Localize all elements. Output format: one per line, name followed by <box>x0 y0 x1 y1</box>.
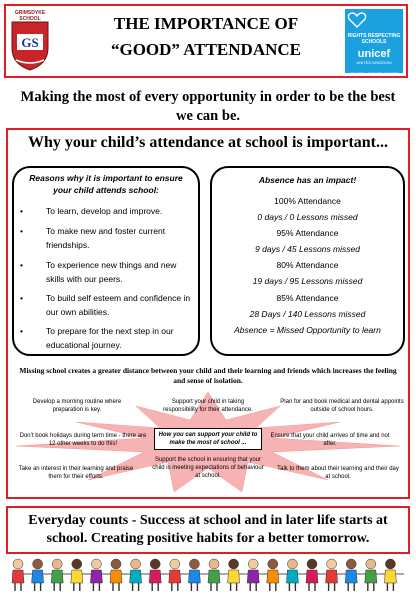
school-name <box>4 10 56 22</box>
page-title-line1: THE IMPORTANCE OF <box>113 14 299 33</box>
child-figure <box>130 559 142 591</box>
tip-arrive-on-time: Ensure that your child arrives of time and not after. <box>270 433 390 447</box>
child-figure <box>169 559 181 591</box>
reason-text: To make new and foster current friendships. <box>46 226 166 250</box>
badge-sub-text: UNITED KINGDOM <box>356 60 392 65</box>
child-figure <box>228 559 240 591</box>
reason-text: To prepare for the next step in our educational journey. <box>46 326 174 350</box>
impact-heading: Absence has an impact! <box>258 175 357 185</box>
child-figure <box>208 559 220 591</box>
school-name-line1: GRIMSDYKE <box>14 10 46 16</box>
support-question-box: How you can support your child to make the most of school ... <box>154 428 262 450</box>
child-figure <box>384 559 396 591</box>
attendance-level: 100% Attendance <box>274 196 341 206</box>
child-figure <box>306 559 318 591</box>
child-figure <box>188 559 200 591</box>
tip-behaviour-expectations: Support the school in ensuring that your child is meeting expectations of behaviour at school. <box>152 457 264 479</box>
reason-item <box>20 291 196 319</box>
child-figure <box>247 559 259 591</box>
tip-take-interest: Take an interest in their learning and praise them for their efforts. <box>18 466 134 480</box>
child-figure <box>90 559 102 591</box>
reason-text: To build self esteem and confidence in our own abilities. <box>46 293 191 317</box>
child-figure <box>71 559 83 591</box>
reasons-heading: Reasons why it is important to ensure your child attends school: <box>29 173 183 195</box>
section-title: Why your child’s attendance at school is important... <box>27 134 388 151</box>
child-figure <box>149 559 161 591</box>
attendance-level: 80% Attendance <box>276 260 339 270</box>
bullet-icon: • <box>20 226 23 236</box>
badge-bottom-text: SILVER · RIGHTS AWARE <box>350 71 398 76</box>
reason-text: To experience new things and new skills with our peers. <box>46 260 177 284</box>
lessons-missed: 19 days / 95 Lessons missed <box>252 276 363 286</box>
tip-appointments: Plan for and book medical and dental appoints outside of school hours. <box>280 399 404 413</box>
badge-top-text: RIGHTS RESPECTING SCHOOLS <box>347 33 401 45</box>
reason-text: To learn, develop and improve. <box>46 206 163 216</box>
child-figure <box>286 559 298 591</box>
bullet-icon: • <box>20 293 23 303</box>
attendance-level: 95% Attendance <box>276 228 339 238</box>
tip-morning-routine: Develop a morning routine where preparation is key. <box>32 399 122 413</box>
child-figure <box>267 559 279 591</box>
lessons-missed: 0 days / 0 Lessons missed <box>257 212 358 222</box>
child-figure <box>345 559 357 591</box>
intro-text: Making the most of every opportunity in order to be the best we can be. <box>20 89 396 124</box>
child-figure <box>51 559 63 591</box>
tip-holidays: Don’t book holidays during term time - there are 12 other weeks to do this! <box>19 433 147 447</box>
lessons-missed: 28 Days / 140 Lessons missed <box>249 309 366 319</box>
child-figure <box>32 559 44 591</box>
isolation-statement: Missing school creates a greater distance between your child and their learning and friends which increases the feeling and sense of isolation. <box>19 366 397 385</box>
reason-item <box>20 324 196 352</box>
unicef-logo-text: unicef <box>357 48 391 60</box>
tip-responsibility: Support your child in taking responsibility for their attendance. <box>163 399 253 413</box>
reason-item <box>20 204 196 218</box>
child-figure <box>12 559 24 591</box>
attendance-level: 85% Attendance <box>276 293 339 303</box>
svg-text:GS: GS <box>21 35 39 50</box>
child-figure <box>110 559 122 591</box>
lessons-missed: 9 days / 45 Lessons missed <box>255 244 360 254</box>
footer-message: Everyday counts - Success at school and in later life starts at school. Creating positive habits for a better tomorrow. <box>28 513 388 546</box>
heart-icon <box>347 11 367 29</box>
children-holding-hands-illustration <box>6 557 410 593</box>
bullet-icon: • <box>20 326 23 336</box>
child-figure <box>326 559 338 591</box>
child-figure <box>365 559 377 591</box>
bullet-icon: • <box>20 206 23 216</box>
tip-talk-about-learning: Talk to them about their learning and their day at school. <box>277 466 399 480</box>
page-title-line2: “GOOD” ATTENDANCE <box>110 40 301 59</box>
school-name-line2: SCHOOL <box>19 16 41 22</box>
reason-item <box>20 258 196 286</box>
reason-item <box>20 224 196 252</box>
impact-footer: Absence = Missed Opportunity to learn <box>234 325 381 335</box>
bullet-icon: • <box>20 260 23 270</box>
